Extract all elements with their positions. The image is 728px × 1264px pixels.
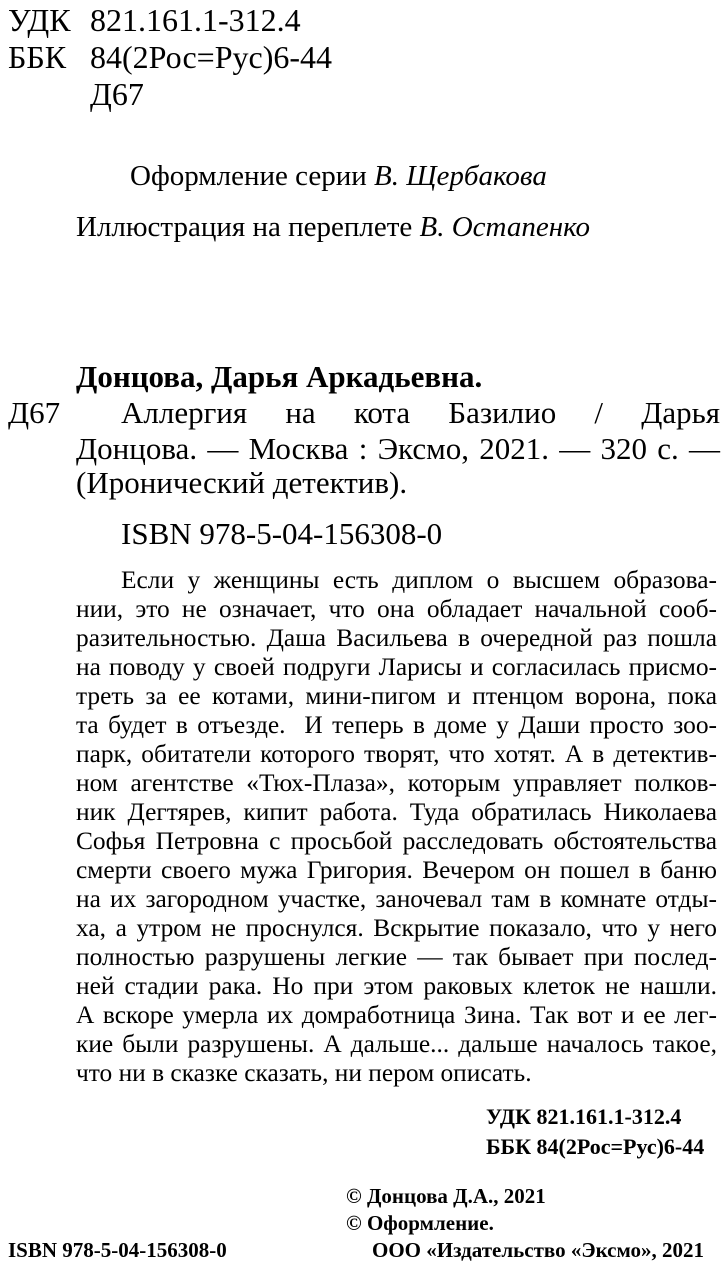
- annotation-line: та будет в отъезде. И теперь в доме у Даши просто зоо-: [76, 711, 717, 739]
- author-heading: Донцова, Дарья Аркадьевна.: [76, 359, 483, 394]
- annotation-line: ней стадии рака. Но при этом раковых клеток не нашли.: [76, 972, 717, 1000]
- cover-illustration-name: В. Остапенко: [419, 211, 591, 243]
- footer-udk: УДК 821.161.1-312.4: [486, 1104, 682, 1129]
- copyright-author: © Донцова Д.А., 2021: [346, 1184, 546, 1208]
- annotation-line: ник Дегтярев, кипит работа. Туда обратилась Николаева: [76, 798, 717, 826]
- series-design-text: Оформление серии: [130, 160, 367, 192]
- footer-isbn: ISBN 978-5-04-156308-0: [8, 1238, 227, 1262]
- annotation-line: парк, обитатели которого творят, что хотят. А в детектив-: [76, 740, 717, 768]
- annotation-line: полностью разрушены легкие — так бывает при послед-: [76, 943, 717, 971]
- bbk-label: ББК: [8, 39, 67, 75]
- udk-value: 821.161.1-312.4: [90, 2, 301, 38]
- record-sign: Д67: [8, 395, 61, 430]
- series-design-name: В. Щербакова: [374, 160, 547, 192]
- udk-label: УДК: [8, 2, 71, 38]
- cover-illustration-credit: [76, 213, 590, 242]
- record-line-1: Аллергия на кота Базилио / Дарья: [121, 395, 720, 430]
- annotation-line: на поводу у своей подруги Ларисы и согласилась присмо-: [76, 653, 717, 681]
- record-isbn: ISBN 978-5-04-156308-0: [121, 516, 443, 551]
- copyright-design: © Оформление.: [346, 1211, 494, 1235]
- annotation-line: ха, а утром не проснулся. Вскрытие показало, что у него: [76, 914, 717, 942]
- record-line-3: (Иронический детектив).: [76, 465, 408, 500]
- annotation-line: Если у женщины есть диплом о высшем образова-: [121, 566, 717, 594]
- annotation-line: ном агентстве «Тюх-Плаза», которым управляет полков-: [76, 769, 717, 797]
- annotation-line: разительностью. Даша Васильева в очередной раз пошла: [76, 624, 717, 652]
- cover-illustration-text: Иллюстрация на переплете: [76, 211, 413, 243]
- annotation-line: А вскоре умерла их домработница Зина. Так вот и ее лег-: [76, 1001, 717, 1029]
- annotation-line: на их загородном участке, заночевал там в комнате отды-: [76, 885, 717, 913]
- annotation-line: кие были разрушены. А дальше... дальше началось такое,: [76, 1030, 717, 1058]
- footer-bbk: ББК 84(2Рос=Рус)6-44: [486, 1134, 705, 1159]
- series-design-credit: [130, 162, 547, 191]
- annotation-line: Софья Петровна с просьбой расследовать обстоятельства: [76, 827, 717, 855]
- annotation-line: смерти своего мужа Григория. Вечером он пошел в баню: [76, 856, 717, 884]
- author-sign: Д67: [90, 76, 144, 112]
- annotation-line: нии, это не означает, что она обладает начальной сооб-: [76, 595, 717, 623]
- record-line-2: Донцова. — Москва : Эксмо, 2021. — 320 с. —: [76, 431, 720, 466]
- bbk-value: 84(2Рос=Рус)6-44: [90, 39, 333, 75]
- annotation-line: треть за ее котами, мини-пигом и птенцом ворона, пока: [76, 682, 717, 710]
- publisher-line: ООО «Издательство «Эксмо», 2021: [372, 1238, 705, 1262]
- annotation-line: что ни в сказке сказать, ни пером описать.: [76, 1059, 532, 1087]
